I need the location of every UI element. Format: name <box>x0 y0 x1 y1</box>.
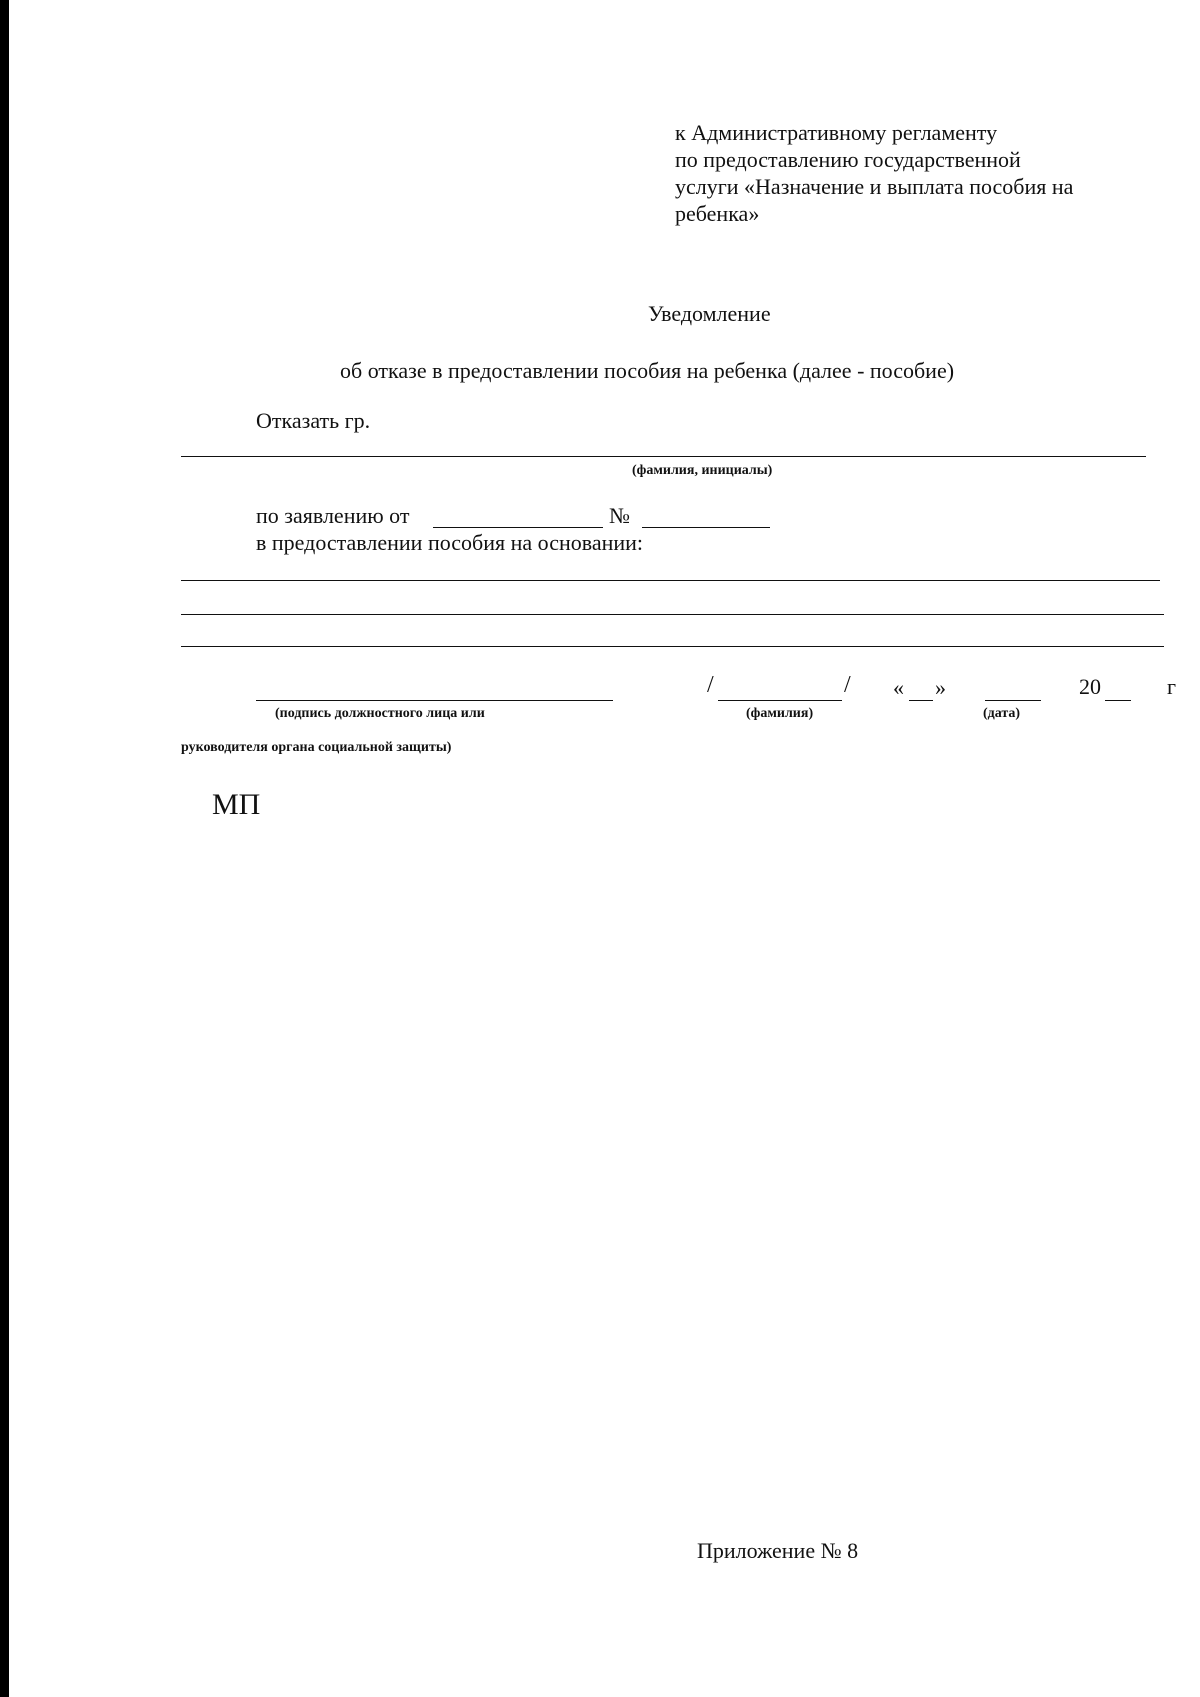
regulation-line-4: ребенка» <box>675 201 760 226</box>
surname-hint: (фамилия) <box>746 706 814 721</box>
year-line <box>1105 700 1131 701</box>
regulation-line-2-word-1: по <box>675 147 698 172</box>
appendix-label: Приложение № 8 <box>697 1538 859 1563</box>
basis-line-3 <box>181 646 1164 647</box>
regulation-line-2 <box>675 146 1120 173</box>
surname-line <box>718 700 842 701</box>
application-date-label: по заявлению от <box>256 503 410 528</box>
number-sign: № <box>609 503 630 528</box>
name-input-line <box>181 456 1146 457</box>
day-quote-close: » <box>935 675 946 700</box>
regulation-reference <box>675 119 1120 227</box>
scan-edge <box>0 0 9 1697</box>
day-line <box>909 700 933 701</box>
application-date-line <box>433 527 603 528</box>
regulation-line-1: к Административному регламенту <box>675 120 998 145</box>
document-subtitle: об отказе в предоставлении пособия на ребенка (далее - пособие) <box>340 358 955 383</box>
basis-line-2 <box>181 614 1164 615</box>
surname-slash-open: / <box>707 672 714 698</box>
stamp-label: МП <box>212 788 261 821</box>
refuse-label: Отказать гр. <box>256 408 371 433</box>
year-prefix: 20 <box>1079 674 1101 699</box>
regulation-line-2-word-2: предоставлению <box>703 147 859 172</box>
signature-line <box>256 700 613 701</box>
regulation-line-2-word-3: государственной <box>864 147 1021 172</box>
basis-label: в предоставлении пособия на основании: <box>256 530 644 555</box>
surname-slash-close: / <box>844 672 851 698</box>
date-hint: (дата) <box>983 706 1021 721</box>
month-line <box>985 700 1041 701</box>
name-hint: (фамилия, инициалы) <box>632 463 773 478</box>
document-title: Уведомление <box>648 301 771 326</box>
signature-hint: (подпись должностного лица или <box>275 706 485 721</box>
day-quote-open: « <box>893 675 904 700</box>
application-number-line <box>642 527 770 528</box>
regulation-line-3: услуги «Назначение и выплата пособия на <box>675 174 1074 199</box>
year-suffix: г <box>1167 674 1177 699</box>
signature-hint-continued: руководителя органа социальной защиты) <box>181 740 452 755</box>
basis-line-1 <box>181 580 1160 581</box>
